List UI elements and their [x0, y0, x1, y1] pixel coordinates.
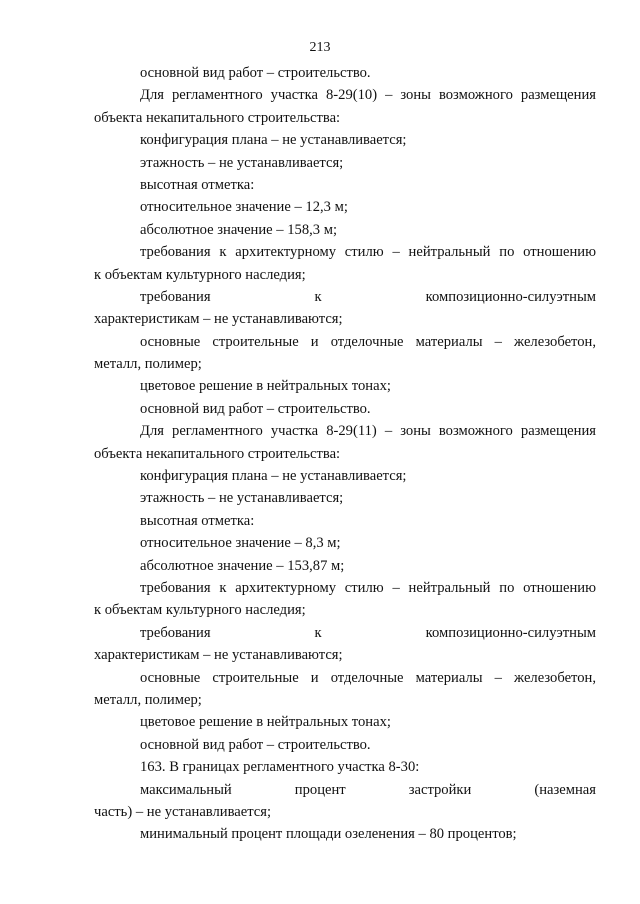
text-line: основной вид работ – строительство. [140, 65, 371, 81]
text-line: конфигурация плана – не устанавливается; [140, 468, 407, 485]
text-line: высотная отметка: [140, 176, 255, 193]
page-number: 213 [309, 40, 331, 55]
text-line: минимальный процент площади озеленения – 80 процентов; [140, 826, 517, 843]
text-line: основной вид работ – строительство. [140, 736, 371, 753]
text-line: требования к архитектурному стилю – нейтральный по отношению [140, 579, 596, 596]
text-line: абсолютное значение – 153,87 м; [140, 557, 345, 574]
text-line: основной вид работ – строительство. [140, 400, 371, 417]
text-line: требования к архитектурному стилю – нейтральный по отношению [140, 244, 596, 261]
text-line: объекта некапитального строительства: [94, 109, 341, 126]
text-line: высотная отметка: [140, 512, 255, 529]
text-line: этажность – не устанавливается; [140, 154, 344, 171]
text-line: характеристикам – не устанавливаются; [94, 311, 343, 328]
text-line: характеристикам – не устанавливаются; [94, 647, 343, 664]
text-line: основные строительные и отделочные материалы – железобетон, [140, 669, 596, 686]
text-line: цветовое решение в нейтральных тонах; [140, 378, 391, 395]
document-body [94, 62, 596, 846]
text-line: часть) – не устанавливается; [94, 803, 272, 820]
text-line: объекта некапитального строительства: [94, 445, 341, 462]
text-line: цветовое решение в нейтральных тонах; [140, 714, 391, 731]
text-line: конфигурация плана – не устанавливается; [140, 132, 407, 149]
text-line: к объектам культурного наследия; [94, 266, 306, 283]
text-line: Для регламентного участка 8-29(10) – зоны возможного размещения [140, 87, 596, 104]
text-line: металл, полимер; [94, 356, 202, 373]
text-line: Для регламентного участка 8-29(11) – зоны возможного размещения [140, 423, 596, 440]
text-line: относительное значение – 8,3 м; [140, 535, 341, 552]
text-line: этажность – не устанавливается; [140, 490, 344, 507]
text-line: максимальный процент застройки (наземная [140, 781, 596, 798]
text-line: требования к композиционно-силуэтным [140, 624, 596, 641]
text-line: 163. В границах регламентного участка 8-30: [140, 759, 420, 776]
text-line: к объектам культурного наследия; [94, 602, 306, 619]
text-line: металл, полимер; [94, 691, 202, 708]
text-line: абсолютное значение – 158,3 м; [140, 221, 338, 238]
text-line: относительное значение – 12,3 м; [140, 199, 348, 216]
text-line: основные строительные и отделочные материалы – железобетон, [140, 333, 596, 350]
text-line: требования к композиционно-силуэтным [140, 288, 596, 305]
